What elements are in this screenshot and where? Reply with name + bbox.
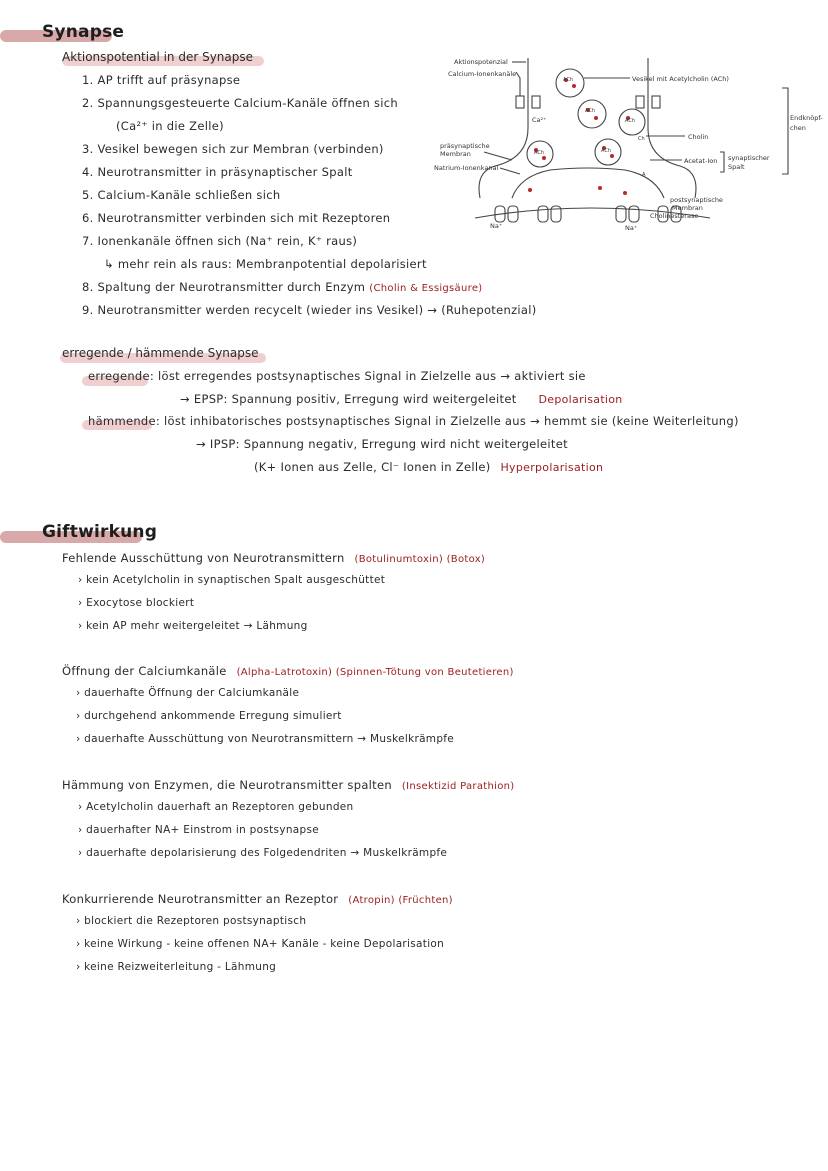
list-item: › kein Acetylcholin in synaptischen Spalt ausgeschüttet (78, 574, 386, 586)
page-title: Synapse (42, 22, 125, 42)
label-end-2: chen (790, 124, 806, 132)
label-post-2: Membran (672, 204, 703, 212)
receptor (508, 206, 518, 222)
step-item: 1. AP trifft auf präsynapse (82, 73, 241, 87)
label-acetat: Acetat-Ion (684, 157, 718, 165)
label-cholin: Cholin (688, 133, 709, 141)
inhibitory-line (88, 414, 739, 428)
label-na-channel: Natrium-Ionenkanal (434, 164, 499, 172)
list-item: › kein AP mehr weitergeleitet → Lähmung (78, 620, 308, 632)
step-item: ↳ mehr rein als raus: Membranpotential depolarisiert (104, 257, 427, 271)
calcium-channel (516, 96, 524, 108)
label-ach: ACh (585, 108, 595, 114)
transmitter-dot (542, 156, 546, 160)
epsp-text: → EPSP: Spannung positiv, Erregung wird weitergeleitet (180, 392, 517, 406)
step-item: 5. Calcium-Kanäle schließen sich (82, 188, 281, 202)
calcium-channel (532, 96, 540, 108)
transmitter-dot (598, 186, 602, 190)
poison-note: (Atropin) (Früchten) (348, 895, 453, 906)
step-item (82, 280, 482, 294)
label-a: A (642, 172, 646, 178)
list-item: › keine Wirkung - keine offenen NA+ Kanäle - keine Depolarisation (76, 938, 445, 950)
poison-heading-text: Öffnung der Calciumkanäle (62, 664, 227, 678)
label-ach: ACh (534, 150, 544, 156)
section-subtitle: erregende / hämmende Synapse (62, 346, 259, 360)
list-item: › dauerhafte depolarisierung des Folgedendriten → Muskelkrämpfe (78, 847, 448, 859)
poison-heading-text: Konkurrierende Neurotransmitter an Rezeptor (62, 892, 339, 906)
label-ap: Aktionspotenzial (454, 58, 508, 66)
inhibitory-label: hämmende: (88, 414, 161, 428)
label-cleft: synaptischer (728, 154, 770, 162)
ions-line (254, 460, 603, 474)
ions-text: (K+ Ionen aus Zelle, Cl⁻ Ionen in Zelle) (254, 460, 491, 474)
vesicle (578, 100, 606, 128)
bracket-line (720, 152, 724, 172)
section-subtitle: Aktionspotential in der Synapse (62, 50, 254, 64)
step-item: 6. Neurotransmitter verbinden sich mit Rezeptoren (82, 211, 391, 225)
vesicle (556, 69, 584, 97)
label-line (500, 168, 520, 174)
list-item: › durchgehend ankommende Erregung simuliert (76, 710, 342, 722)
label-vesicle: Vesikel mit Acetylcholin (ACh) (632, 75, 729, 83)
step-item: 7. Ionenkanäle öffnen sich (Na⁺ rein, K⁺ raus) (82, 234, 358, 248)
list-item: › Acetylcholin dauerhaft an Rezeptoren gebunden (78, 801, 354, 813)
inhibitory-text: löst inhibatorisches postsynaptisches Signal in Zielzelle aus → hemmt sie (keine Weiterleitung) (164, 414, 739, 428)
section-title: Giftwirkung (42, 522, 158, 542)
excitatory-text: löst erregendes postsynaptisches Signal in Zielzelle aus → aktiviert sie (158, 369, 586, 383)
label-line (516, 72, 520, 96)
step-item: 3. Vesikel bewegen sich zur Membran (verbinden) (82, 142, 384, 156)
poison-heading (62, 551, 485, 565)
step-item: 4. Neurotransmitter in präsynaptischer Spalt (82, 165, 353, 179)
list-item: › Exocytose blockiert (78, 597, 195, 609)
transmitter-dot (528, 188, 532, 192)
label-line (484, 152, 512, 160)
label-na: Na⁺ (625, 224, 638, 232)
poison-note: (Alpha-Latrotoxin) (Spinnen-Tötung von Beutetieren) (236, 667, 514, 678)
ipsp-line: → IPSP: Spannung negativ, Erregung wird nicht weitergeleitet (196, 437, 568, 451)
receptor (538, 206, 548, 222)
poison-heading-text: Fehlende Ausschüttung von Neurotransmittern (62, 551, 345, 565)
list-item: › dauerhafte Ausschüttung von Neurotransmittern → Muskelkrämpfe (76, 733, 455, 745)
poison-heading (62, 892, 453, 906)
label-end: Endknöpf- (790, 114, 823, 122)
transmitter-dot (594, 116, 598, 120)
poison-note: (Insektizid Parathion) (401, 781, 515, 792)
poison-heading (62, 778, 514, 792)
poison-heading-text: Hämmung von Enzymen, die Neurotransmitter spalten (62, 778, 392, 792)
step-item: (Ca²⁺ in die Zelle) (116, 119, 224, 133)
calcium-channel (636, 96, 644, 108)
synapse-diagram (420, 48, 825, 248)
excitatory-label: erregende: (88, 369, 155, 383)
label-pre-2: Membran (440, 150, 471, 158)
poison-heading (62, 664, 514, 678)
step-8-note: (Cholin & Essigsäure) (369, 283, 483, 294)
poison-note: (Botulinumtoxin) (Botox) (354, 554, 486, 565)
label-cleft-2: Spalt (728, 163, 745, 171)
list-item: › keine Reizweiterleitung - Lähmung (76, 961, 277, 973)
transmitter-dot (610, 154, 614, 158)
list-item: › blockiert die Rezeptoren postsynaptisch (76, 915, 307, 927)
list-item: › dauerhafter NA+ Einstrom in postsynapse (78, 824, 320, 836)
step-item: 2. Spannungsgesteuerte Calcium-Kanäle öffnen sich (82, 96, 399, 110)
label-pre: präsynaptische (440, 142, 490, 150)
bracket-line (782, 88, 788, 174)
excitatory-line (88, 369, 586, 383)
label-ach: ACh (601, 148, 611, 154)
label-esterase: Cholinesterase (650, 212, 699, 220)
label-ach: ACh (625, 118, 635, 124)
label-post: postsynaptische (670, 196, 723, 204)
epsp-line (180, 392, 623, 406)
depolarisation-label: Depolarisation (538, 393, 623, 406)
label-na: Na⁺ (490, 222, 503, 230)
label-ca-channel: Calcium-Ionenkanäle (448, 70, 517, 78)
presynaptic-outline (479, 58, 528, 198)
step-8-text: 8. Spaltung der Neurotransmitter durch Enzym (82, 280, 366, 294)
label-ch: Ch (638, 136, 645, 142)
hyperpolarisation-label: Hyperpolarisation (500, 461, 604, 474)
transmitter-dot (572, 84, 576, 88)
label-ca: Ca²⁺ (532, 116, 547, 124)
calcium-channel (652, 96, 660, 108)
label-ach: ACh (563, 77, 573, 83)
receptor (629, 206, 639, 222)
step-item: 9. Neurotransmitter werden recycelt (wieder ins Vesikel) → (Ruhepotenzial) (82, 303, 537, 317)
transmitter-dot (623, 191, 627, 195)
list-item: › dauerhafte Öffnung der Calciumkanäle (76, 687, 300, 699)
